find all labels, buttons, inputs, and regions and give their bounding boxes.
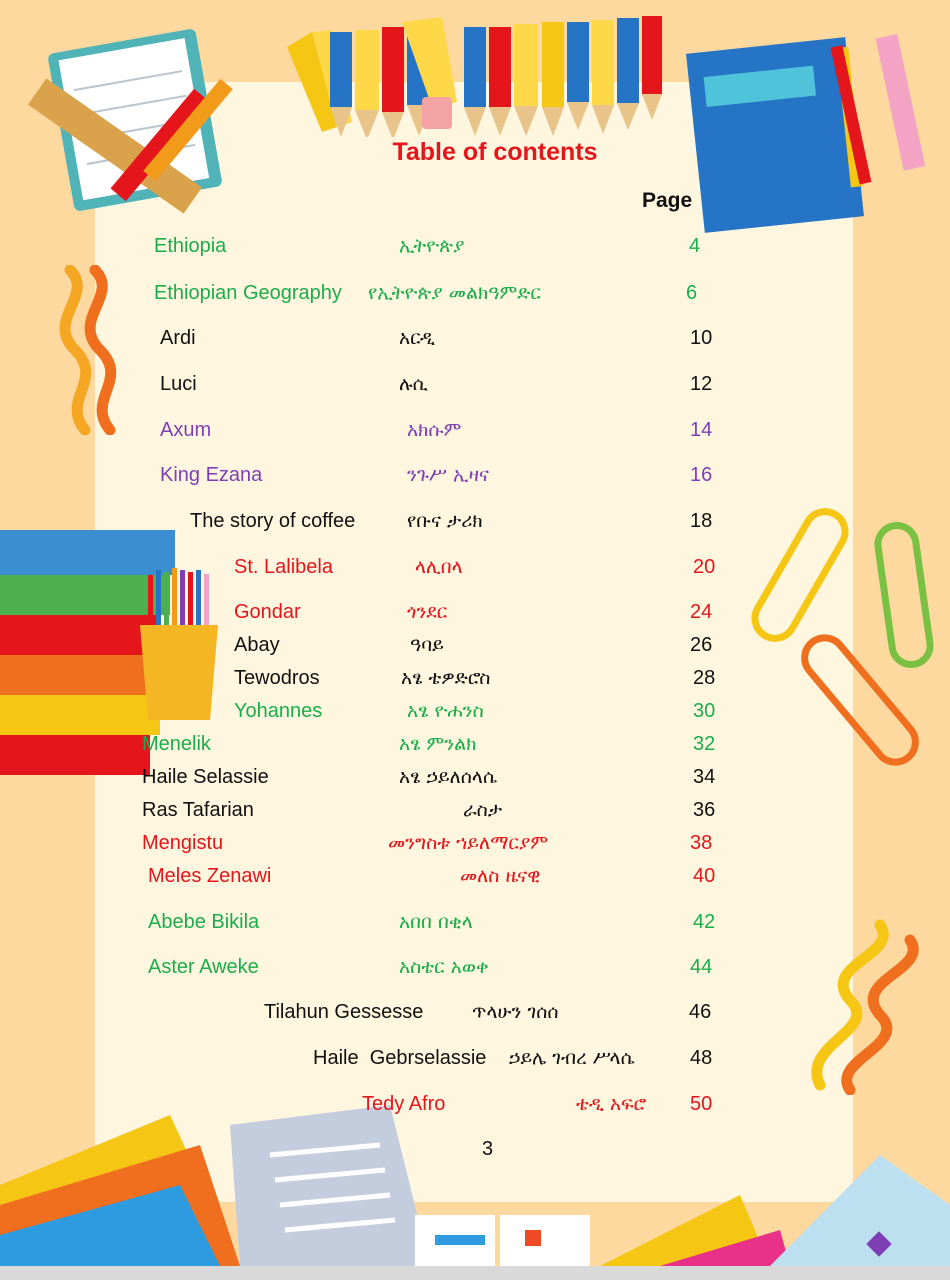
toc-entry-page: 28: [693, 667, 716, 689]
squiggle-decoration: [50, 265, 140, 435]
toc-entry-english: Ras Tafarian: [142, 799, 254, 821]
page-column-header: Page: [642, 189, 693, 212]
toc-entry-english: Haile Gebrselassie: [313, 1047, 487, 1069]
pencils-illustration: [282, 12, 667, 137]
toc-entry-amharic: አስቴር አወቀ: [399, 956, 489, 978]
toc-entry-page: 32: [693, 733, 716, 755]
toc-entry-english: Abebe Bikila: [148, 911, 260, 933]
toc-entry-amharic: አክሱም: [407, 419, 462, 441]
toc-entry-page: 36: [693, 799, 716, 821]
toc-entry-page: 18: [690, 510, 713, 532]
toc-entry-amharic: ራስታ: [463, 799, 503, 821]
toc-entry-english: King Ezana: [160, 464, 263, 486]
toc-entry-amharic: ንጉሥ ኢዛና: [407, 464, 489, 486]
toc-entry-page: 42: [693, 911, 716, 933]
toc-entry-english: Mengistu: [142, 832, 224, 854]
toc-entry-amharic: ቴዲ አፍሮ: [576, 1093, 647, 1115]
toc-entry-english: Menelik: [142, 733, 211, 755]
toc-entry-english: Yohannes: [234, 700, 323, 722]
toc-entry-amharic: መንግስቱ ኀይለማርያም: [388, 832, 549, 854]
toc-entry-page: 38: [690, 832, 713, 854]
toc-entry-amharic: ጥላሁን ገሰሰ: [472, 1001, 559, 1023]
toc-entry-page: 4: [689, 235, 701, 257]
notebook-ruler-illustration: [20, 10, 270, 235]
toc-entry-page: 30: [693, 700, 716, 722]
toc-entry-amharic: አበበ በቂላ: [399, 911, 473, 933]
book-illustration: [685, 15, 950, 240]
toc-entry-english: Abay: [234, 634, 280, 656]
toc-entry-english: Meles Zenawi: [148, 865, 272, 887]
toc-entry-amharic: አፄ ዮሐንስ: [407, 700, 484, 722]
toc-entry-amharic: አፄ ኃይለሰላሴ: [399, 766, 498, 788]
toc-entry-page: 48: [690, 1047, 713, 1069]
toc-entry-page: 34: [693, 766, 716, 788]
toc-entry-page: 6: [686, 282, 698, 304]
squiggle-decoration-right: [780, 915, 930, 1095]
toc-entry-page: 24: [690, 601, 713, 623]
toc-entry-english: The story of coffee: [190, 510, 356, 532]
toc-entry-amharic: ሉሲ: [399, 373, 428, 395]
toc-entry-english: Gondar: [234, 601, 301, 623]
toc-entry-english: Tedy Afro: [362, 1093, 446, 1115]
toc-entry-amharic: ዓባይ: [410, 634, 444, 656]
toc-entry-amharic: ላሊበላ: [415, 556, 463, 578]
toc-entry-english: Luci: [160, 373, 197, 395]
page-number: 3: [481, 1138, 494, 1160]
toc-entry-amharic: አፄ ቴዎድሮስ: [401, 667, 491, 689]
toc-entry-english: Ethiopia: [154, 235, 227, 257]
toc-entry-page: 16: [690, 464, 713, 486]
toc-entry-amharic: ኢትዮጵያ: [399, 235, 465, 257]
page-title: Table of contents: [392, 138, 598, 166]
toc-entry-page: 26: [690, 634, 713, 656]
toc-entry-page: 14: [690, 419, 713, 441]
toc-entry-english: Tewodros: [234, 667, 320, 689]
toc-entry-page: 44: [690, 956, 713, 978]
toc-entry-english: Aster Aweke: [148, 956, 259, 978]
toc-entry-page: 40: [693, 865, 716, 887]
toc-entry-amharic: ጎንደር: [407, 601, 448, 623]
toc-entry-english: Axum: [160, 419, 212, 441]
toc-entry-english: Ethiopian Geography: [154, 282, 342, 304]
toc-entry-amharic: አርዲ: [399, 327, 436, 349]
toc-entry-english: Tilahun Gessesse: [264, 1001, 424, 1023]
toc-entry-page: 46: [689, 1001, 712, 1023]
paperclips-illustration: [750, 495, 950, 780]
bottom-papers-illustration: [0, 1085, 950, 1266]
toc-entry-english: Ardi: [160, 327, 196, 349]
toc-entry-page: 12: [690, 373, 713, 395]
toc-entry-amharic: አፄ ምንልክ: [399, 733, 477, 755]
toc-entry-page: 20: [693, 556, 716, 578]
toc-entry-english: St. Lalibela: [234, 556, 333, 578]
toc-entry-english: Haile Selassie: [142, 766, 269, 788]
toc-entry-amharic: መለስ ዜናዊ: [460, 865, 541, 887]
toc-entry-amharic: የቡና ታሪክ: [407, 510, 483, 532]
toc-entry-page: 50: [690, 1093, 713, 1115]
toc-entry-amharic: ኃይሌ ገብረ ሥላሴ: [509, 1047, 635, 1069]
toc-entry-amharic: የኢትዮጵያ መልክዓምድር: [368, 282, 541, 304]
bottom-bar: [0, 1266, 950, 1280]
toc-entry-page: 10: [690, 327, 713, 349]
